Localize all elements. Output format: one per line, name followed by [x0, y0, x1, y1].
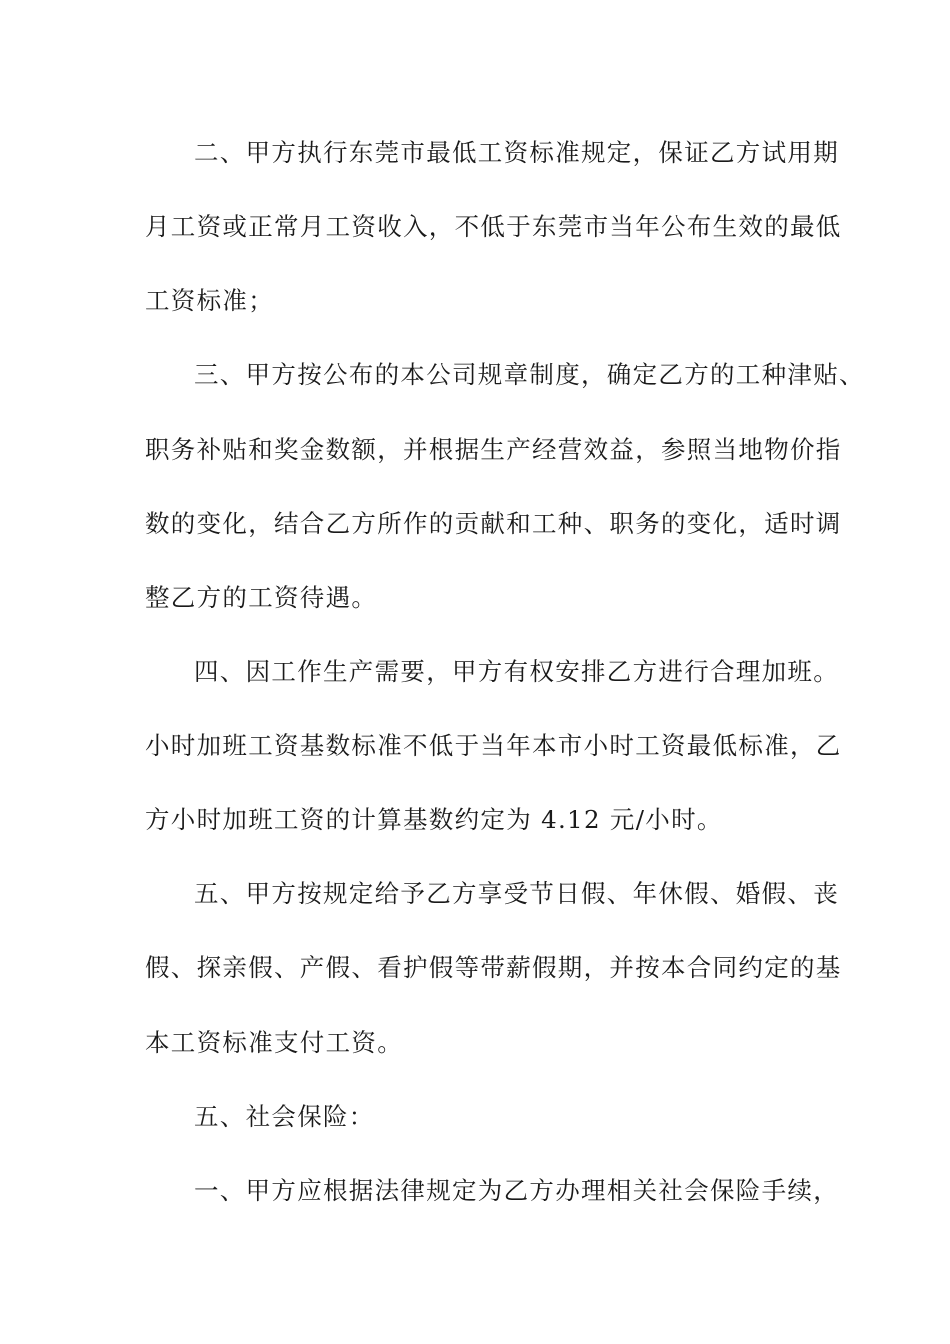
paragraph-line: 三、甲方按公布的本公司规章制度，确定乙方的工种津贴、	[194, 360, 865, 389]
section-heading: 五、社会保险：	[194, 1102, 375, 1131]
paragraph-line: 方小时加班工资的计算基数约定为 4.12 元/小时。	[145, 805, 723, 834]
paragraph-line: 数的变化，结合乙方所作的贡献和工种、职务的变化，适时调	[145, 509, 842, 538]
paragraph-line: 月工资或正常月工资收入，不低于东莞市当年公布生效的最低	[145, 212, 842, 241]
paragraph-line: 四、因工作生产需要，甲方有权安排乙方进行合理加班。	[194, 657, 839, 686]
paragraph-line: 假、探亲假、产假、看护假等带薪假期，并按本合同约定的基	[145, 953, 842, 982]
paragraph-line: 二、甲方执行东莞市最低工资标准规定，保证乙方试用期	[194, 138, 839, 167]
paragraph-line: 本工资标准支付工资。	[145, 1028, 403, 1057]
paragraph-line: 工资标准；	[145, 286, 274, 315]
paragraph-line: 职务补贴和奖金数额，并根据生产经营效益，参照当地物价指	[145, 435, 842, 464]
paragraph-line: 整乙方的工资待遇。	[145, 583, 378, 612]
paragraph-line: 一、甲方应根据法律规定为乙方办理相关社会保险手续，	[194, 1176, 839, 1205]
paragraph-line: 五、甲方按规定给予乙方享受节日假、年休假、婚假、丧	[194, 879, 839, 908]
paragraph-line: 小时加班工资基数标准不低于当年本市小时工资最低标准，乙	[145, 731, 842, 760]
